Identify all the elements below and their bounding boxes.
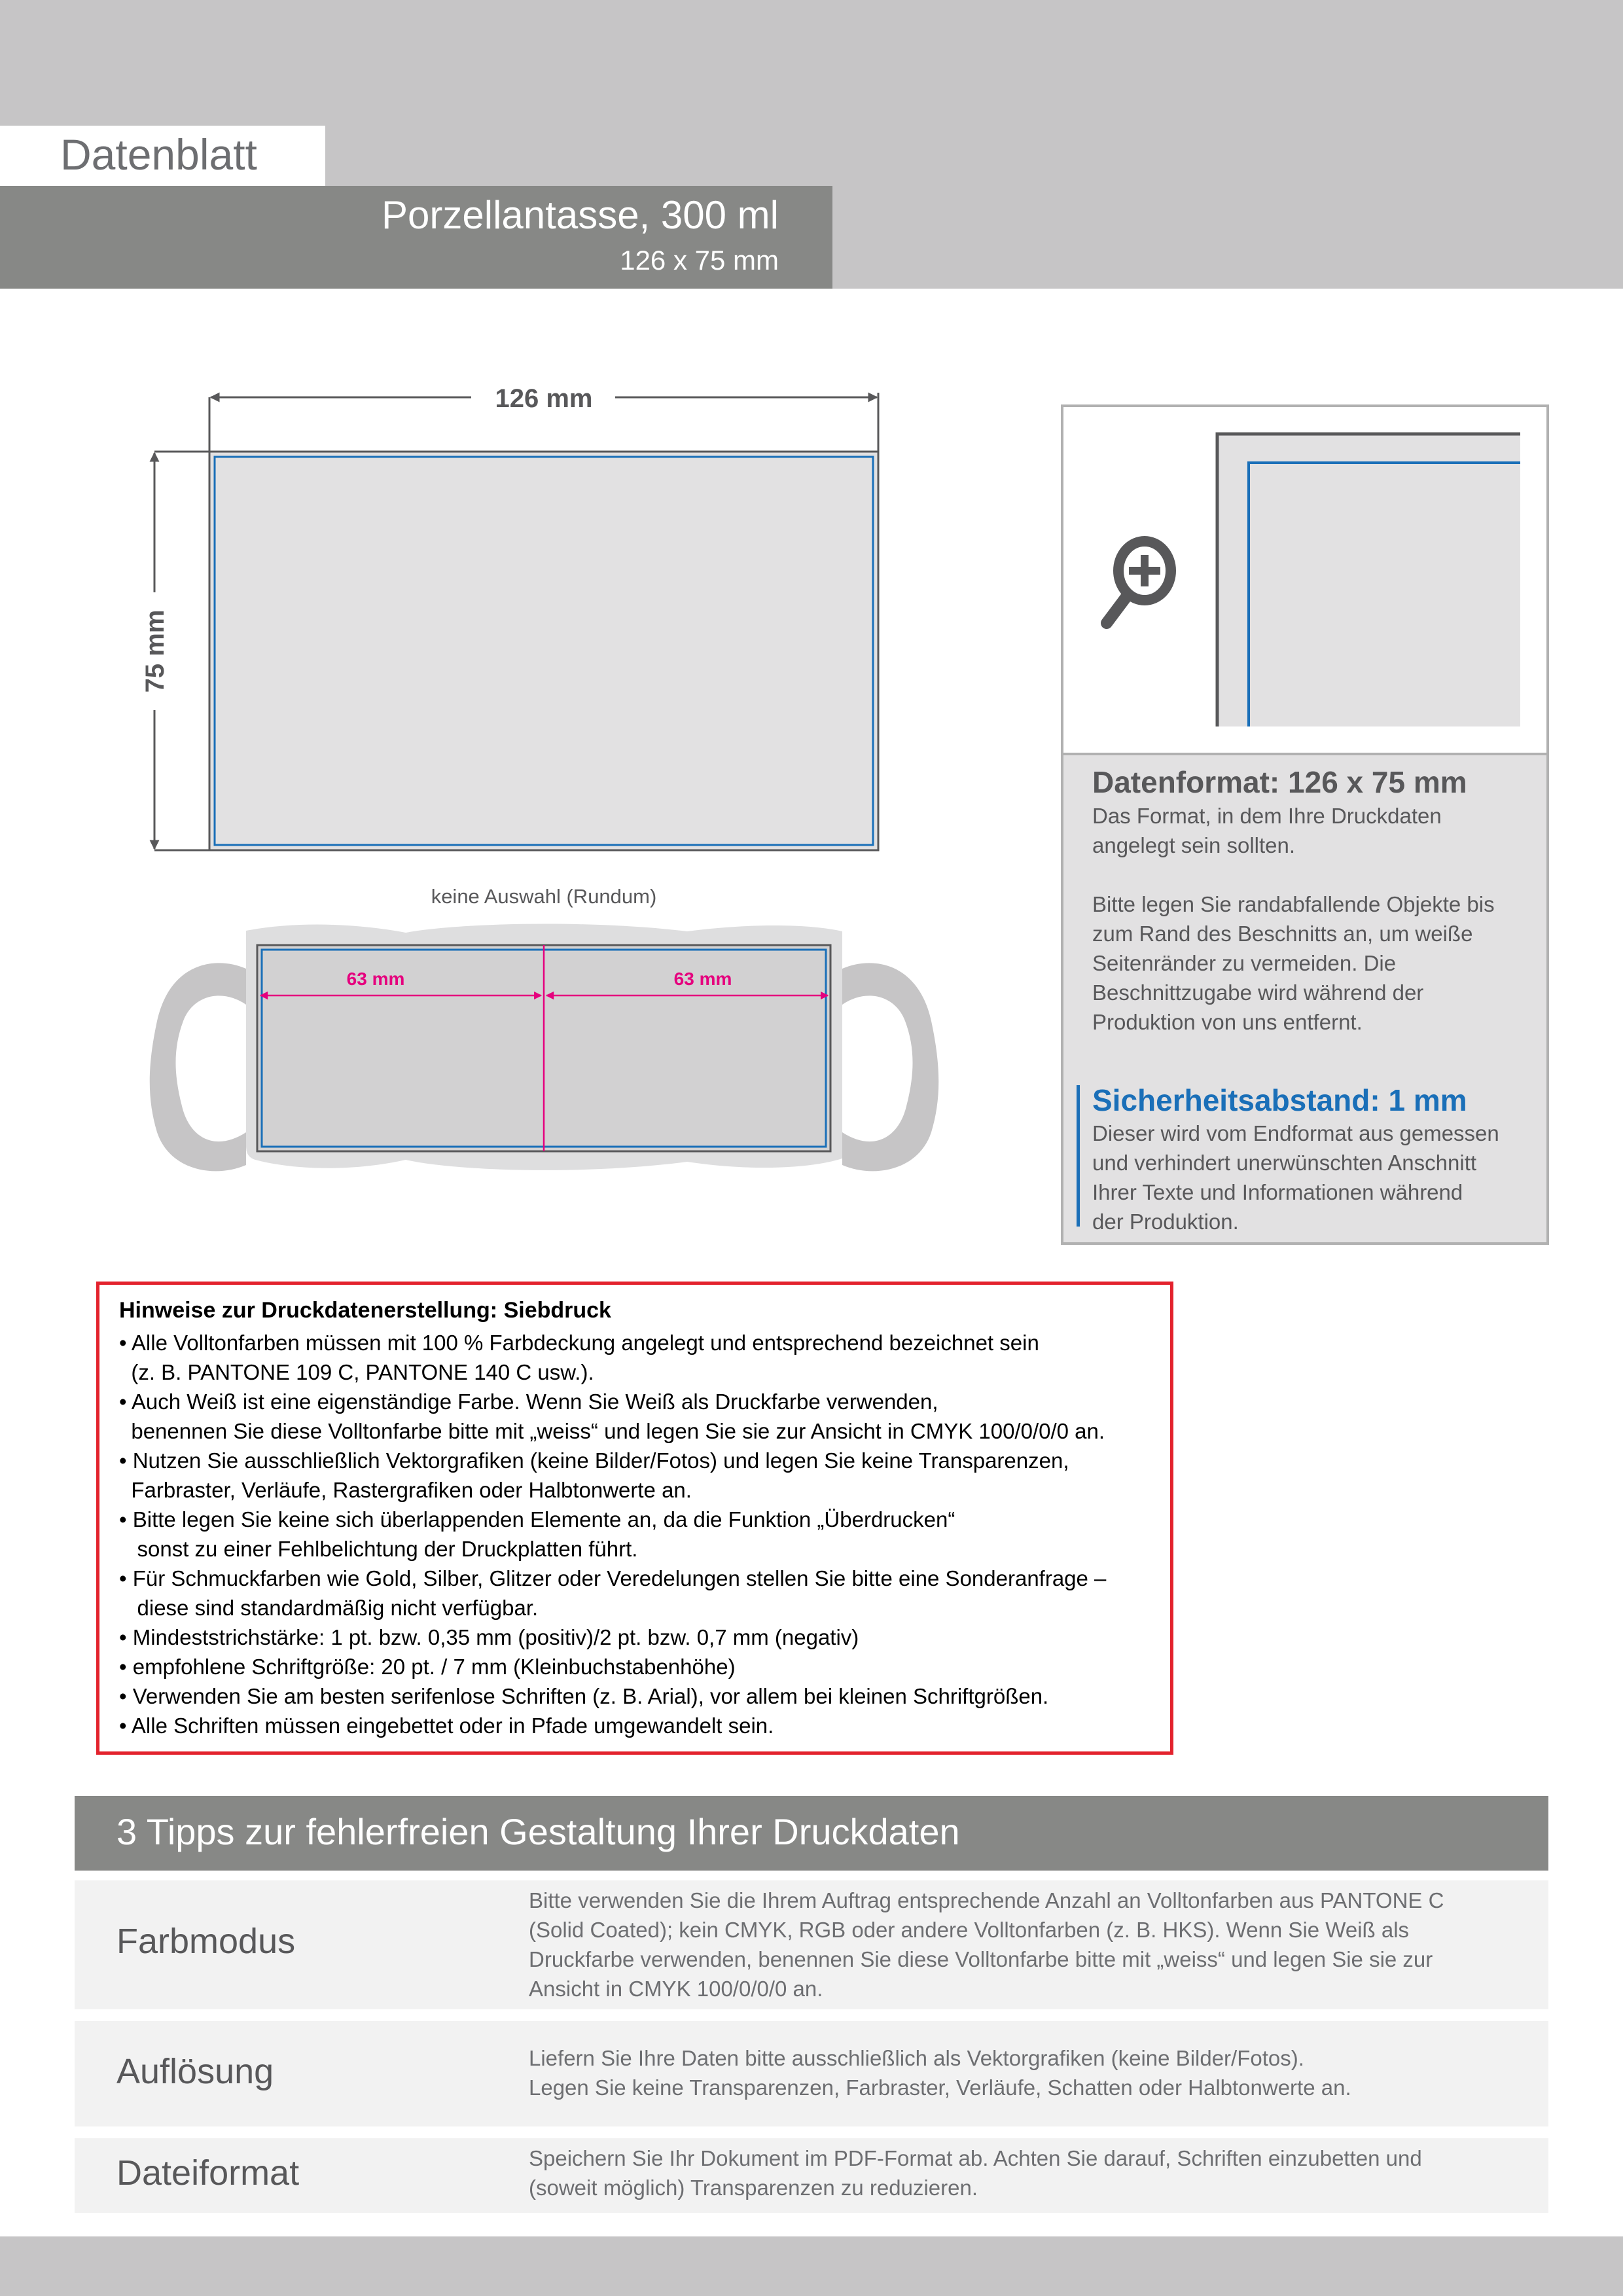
tip-line: (soweit möglich) Transparenzen zu reduzieren. <box>529 2176 978 2200</box>
note-line: • Verwenden Sie am besten serifenlose Schriften (z. B. Arial), vor allem bei kleinen Schriftgrößen. <box>119 1684 1049 1708</box>
zoom-in-icon <box>1107 541 1171 623</box>
tip-line: Legen Sie keine Transparenzen, Farbraster, Verläufe, Schatten oder Halbtonwerte an. <box>529 2075 1351 2100</box>
tip-row-farbmodus <box>75 1880 1548 2009</box>
safety-line: und verhindert unerwünschten Anschnitt <box>1092 1151 1477 1175</box>
half-right-label: 63 mm <box>673 969 732 989</box>
note-line: sonst zu einer Fehlbelichtung der Druckplatten führt. <box>119 1537 638 1561</box>
tip-label: Auflösung <box>116 2052 274 2091</box>
product-band <box>0 186 832 289</box>
note-line: benennen Sie diese Volltonfarbe bitte mit „weiss“ und legen Sie sie zur Ansicht in CMYK 100/0/0/0 an. <box>119 1419 1105 1443</box>
info-text-section <box>1063 755 1546 1242</box>
page-title: Datenblatt <box>60 130 257 179</box>
tip-line: Druckfarbe verwenden, benennen Sie diese Volltonfarbe bitte mit „weiss“ und legen Sie sie zur <box>529 1947 1433 1971</box>
corner-detail-illustration <box>1063 407 1546 753</box>
note-line: • Mindeststrichstärke: 1 pt. bzw. 0,35 mm (positiv)/2 pt. bzw. 0,7 mm (negativ) <box>119 1625 859 1649</box>
bleed-description <box>1092 889 1495 1037</box>
bleed-line: Produktion von uns entfernt. <box>1092 1010 1363 1034</box>
note-line: • Bitte legen Sie keine sich überlappenden Elemente an, da die Funktion „Überdrucken“ <box>119 1507 955 1532</box>
tip-label: Farbmodus <box>116 1922 296 1961</box>
tip-row-aufloesung <box>75 2021 1548 2126</box>
corner-bleed-area <box>1216 433 1520 726</box>
tip-label: Dateiformat <box>116 2153 300 2193</box>
note-line: • empfohlene Schriftgröße: 20 pt. / 7 mm (Kleinbuchstabenhöhe) <box>119 1655 736 1679</box>
info-panel <box>1061 404 1549 1245</box>
bleed-detail-preview <box>1063 407 1546 755</box>
note-line: • Nutzen Sie ausschließlich Vektorgrafiken (keine Bilder/Fotos) und legen Sie keine Transparenzen, <box>119 1448 1069 1473</box>
trim-area <box>209 452 878 850</box>
safety-heading: Sicherheitsabstand: 1 mm <box>1092 1083 1467 1117</box>
height-label: 75 mm <box>141 609 169 693</box>
mug-handle-right <box>842 963 938 1171</box>
tips-heading: 3 Tipps zur fehlerfreien Gestaltung Ihrer Druckdaten <box>116 1811 960 1852</box>
mug-caption: keine Auswahl (Rundum) <box>431 885 657 908</box>
half-left-label: 63 mm <box>346 969 405 989</box>
tip-line: Speichern Sie Ihr Dokument im PDF-Format ab. Achten Sie darauf, Schriften einzubetten und <box>529 2146 1422 2170</box>
safety-description <box>1092 1119 1499 1236</box>
format-heading: Datenformat: 126 x 75 mm <box>1092 765 1467 799</box>
safety-accent-bar <box>1077 1085 1080 1227</box>
tip-text <box>529 1886 1444 2003</box>
safety-line: Ihrer Texte und Informationen während <box>1092 1180 1463 1204</box>
note-line: Farbraster, Verläufe, Rastergrafiken oder Halbtonwerte an. <box>119 1478 692 1502</box>
note-line: • Für Schmuckfarben wie Gold, Silber, Glitzer oder Veredelungen stellen Sie bitte eine Sonderanfrage – <box>119 1566 1107 1590</box>
tip-text <box>529 2144 1422 2202</box>
bleed-line: Bitte legen Sie randabfallende Objekte bis <box>1092 892 1495 916</box>
product-size: 126 x 75 mm <box>620 245 779 276</box>
format-line: Das Format, in dem Ihre Druckdaten <box>1092 804 1442 828</box>
format-description <box>1092 801 1442 860</box>
bleed-line: Beschnittzugabe wird während der <box>1092 980 1424 1005</box>
format-diagram <box>0 340 1021 1191</box>
notes-list <box>119 1328 1106 1740</box>
tip-line: Bitte verwenden Sie die Ihrem Auftrag entsprechende Anzahl an Volltonfarben aus PANTONE C <box>529 1888 1444 1912</box>
title-box <box>0 126 325 186</box>
safety-line: der Produktion. <box>1092 1210 1239 1234</box>
tips-header <box>75 1796 1548 1871</box>
width-label: 126 mm <box>495 384 593 413</box>
note-line: • Alle Volltonfarben müssen mit 100 % Farbdeckung angelegt und entsprechend bezeichnet sein <box>119 1331 1039 1355</box>
note-line: • Auch Weiß ist eine eigenständige Farbe. Wenn Sie Weiß als Druckfarbe verwenden, <box>119 1390 938 1414</box>
bleed-line: zum Rand des Beschnitts an, um weiße <box>1092 922 1473 946</box>
safety-line: Dieser wird vom Endformat aus gemessen <box>1092 1121 1499 1145</box>
footer-band <box>0 2236 1623 2296</box>
mug-handle-left <box>150 963 246 1171</box>
note-line: • Alle Schriften müssen eingebettet oder in Pfade umgewandelt sein. <box>119 1713 774 1738</box>
note-line: diese sind standardmäßig nicht verfügbar. <box>119 1596 539 1620</box>
tip-line: Ansicht in CMYK 100/0/0/0 an. <box>529 1977 823 2001</box>
note-line: (z. B. PANTONE 109 C, PANTONE 140 C usw.). <box>119 1360 594 1384</box>
format-line: angelegt sein sollten. <box>1092 833 1296 857</box>
tip-line: Liefern Sie Ihre Daten bitte ausschließlich als Vektorgrafiken (keine Bilder/Fotos). <box>529 2046 1304 2070</box>
tip-row-dateiformat <box>75 2138 1548 2213</box>
bleed-line: Seitenränder zu vermeiden. Die <box>1092 951 1397 975</box>
product-name: Porzellantasse, 300 ml <box>382 193 779 237</box>
tip-text <box>529 2043 1351 2102</box>
tip-line: (Solid Coated); kein CMYK, RGB oder andere Volltonfarben (z. B. HKS). Wenn Sie Weiß als <box>529 1918 1410 1942</box>
notes-title: Hinweise zur Druckdatenerstellung: Siebdruck <box>119 1298 611 1323</box>
print-notes-box <box>96 1282 1173 1755</box>
